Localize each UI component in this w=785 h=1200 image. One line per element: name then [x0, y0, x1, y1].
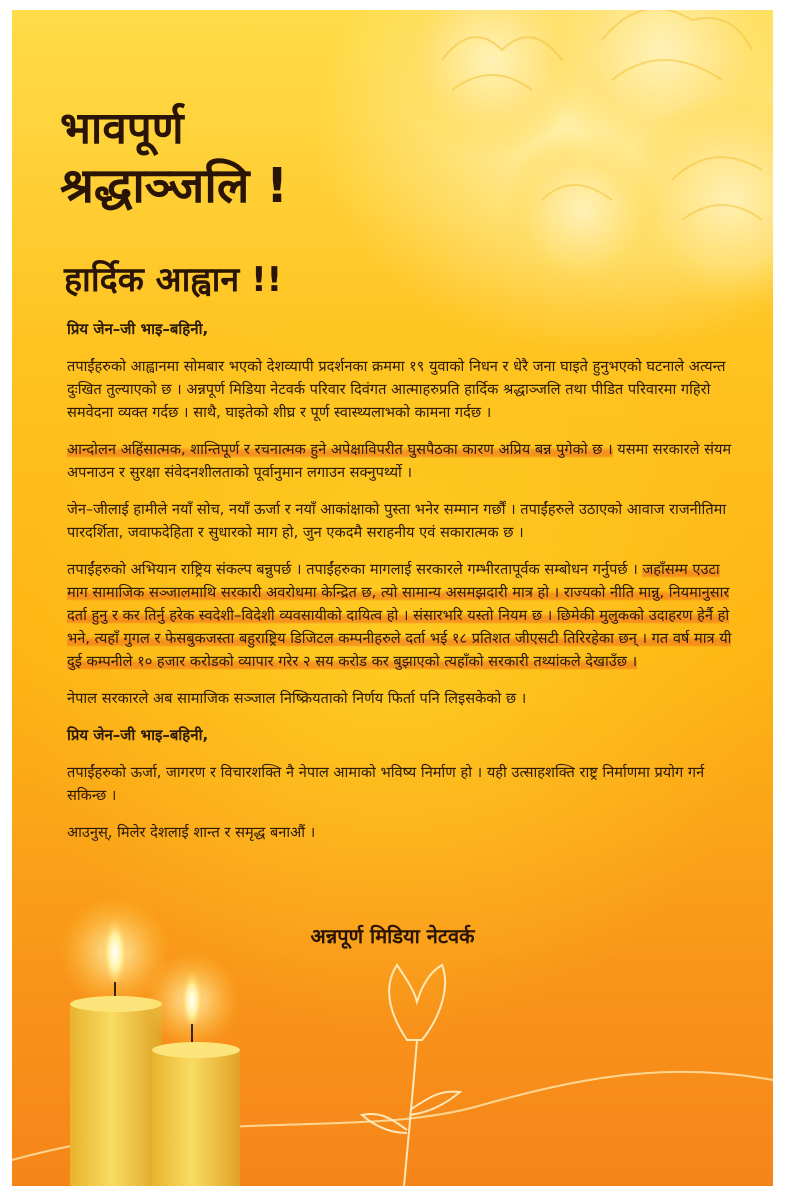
paragraph-2: [67, 438, 737, 484]
candles-illustration: [12, 890, 773, 1186]
signature: अन्नपूर्ण मिडिया नेटवर्क: [310, 924, 475, 948]
paragraph-4: [67, 558, 737, 673]
paragraph-5: नेपाल सरकारले अब सामाजिक सञ्जाल निष्क्रियताको निर्णय फिर्ता पनि लिइसकेको छ ।: [67, 690, 527, 707]
greeting-2: प्रिय जेन–जी भाइ–बहिनी,: [67, 726, 209, 744]
title-line-2: श्रद्धाञ्जलि !: [60, 158, 288, 214]
letter-body: [67, 318, 737, 858]
greeting: प्रिय जेन–जी भाइ–बहिनी,: [67, 320, 209, 338]
highlighted-text: आन्दोलन अहिंसात्मक, शान्तिपूर्ण र रचनात्मक हुने अपेक्षाविपरीत घुसपैठका कारण अप्रिय बन्न पुगेको छ ।: [67, 441, 613, 458]
page-margin: [0, 1186, 785, 1200]
flower-line-art-icon: [362, 965, 460, 1186]
subtitle-heading: हार्दिक आह्वान !!: [64, 260, 283, 300]
paragraph-1: तपाईंहरुको आह्वानमा सोमबार भएको देशव्यापी प्रदर्शनका क्रममा १९ युवाको निधन र धेरै जना घाइते हुनुभएको घटनाले अत्यन्त दुःखित तुल्याएको छ । अन्नपूर्ण मिडिया नेटवर्क परिवार दिवंगत आत्माहरुप्रति हार्दिक श्रद्धाञ्जलि तथा पीडित परिवारमा गहिरो समवेदना व्यक्त गर्दछ । साथै, घाइतेको शीघ्र र पूर्ण स्वास्थ्यलाभको कामना गर्दछ ।: [67, 358, 726, 421]
paragraph-7: आउनुस्, मिलेर देशलाई शान्त र समृद्ध बनाऔं ।: [67, 824, 316, 841]
tribute-poster: [12, 10, 773, 1186]
highlighted-text: जहाँसम्म एउटा माग सामाजिक सञ्जालमाथि सरकारी अवरोधमा केन्द्रित छ, त्यो सामान्य असमझदारी मात्र हो । राज्यको नीति मान्नु, नियमानुसार दर्ता हुनु र कर तिर्नु हरेक स्वदेशी–विदेशी व्यवसायीको दायित्व हो । संसारभरि यस्तो नियम छ । छिमेकी मुलुकको उदाहरण हेर्नै हो भने, त्यहाँ गुगल र फेसबुकजस्ता बहुराष्ट्रिय डिजिटल कम्पनीहरुले दर्ता भई १८ प्रतिशत जीएसटी तिरिरहेका छन् । गत वर्ष मात्र यी दुई कम्पनीले १० हजार करोडको व्यापार गरेर २ सय करोड कर बुझाएको त्यहाँको सरकारी तथ्यांकले देखाउँछ ।: [67, 561, 732, 670]
paragraph-4-start: तपाईंहरुको अभियान राष्ट्रिय संकल्प बन्नुपर्छ । तपाईंहरुका मागलाई सरकारले गम्भीरतापूर्वक सम्बोधन गर्नुपर्छ ।: [67, 561, 638, 578]
paragraph-3: जेन–जीलाई हामीले नयाँ सोच, नयाँ ऊर्जा र नयाँ आकांक्षाको पुस्ता भनेर सम्मान गर्छौं । तपाईंहरुले उठाएको आवाज राजनीतिमा पारदर्शिता, जवाफदेहिता र सुधारको माग हो, जुन एकदमै सराहनीय एवं सकारात्मक छ ।: [67, 501, 727, 541]
paragraph-6: तपाईंहरुको ऊर्जा, जागरण र विचारशक्ति नै नेपाल आमाको भविष्य निर्माण हो । यही उत्साहशक्ति राष्ट्र निर्माणमा प्रयोग गर्न सकिन्छ ।: [67, 764, 705, 804]
paragraph-2-rest: यसमा सरकारले संयम अपनाउन र सुरक्षा संवेदनशीलताको पूर्वानुमान लगाउन सक्नुपर्थ्यो ।: [67, 441, 732, 481]
marigold-flower-icon: [372, 10, 773, 330]
title-line-1: भावपूर्ण: [60, 103, 184, 154]
candle-icon: [144, 952, 240, 1186]
